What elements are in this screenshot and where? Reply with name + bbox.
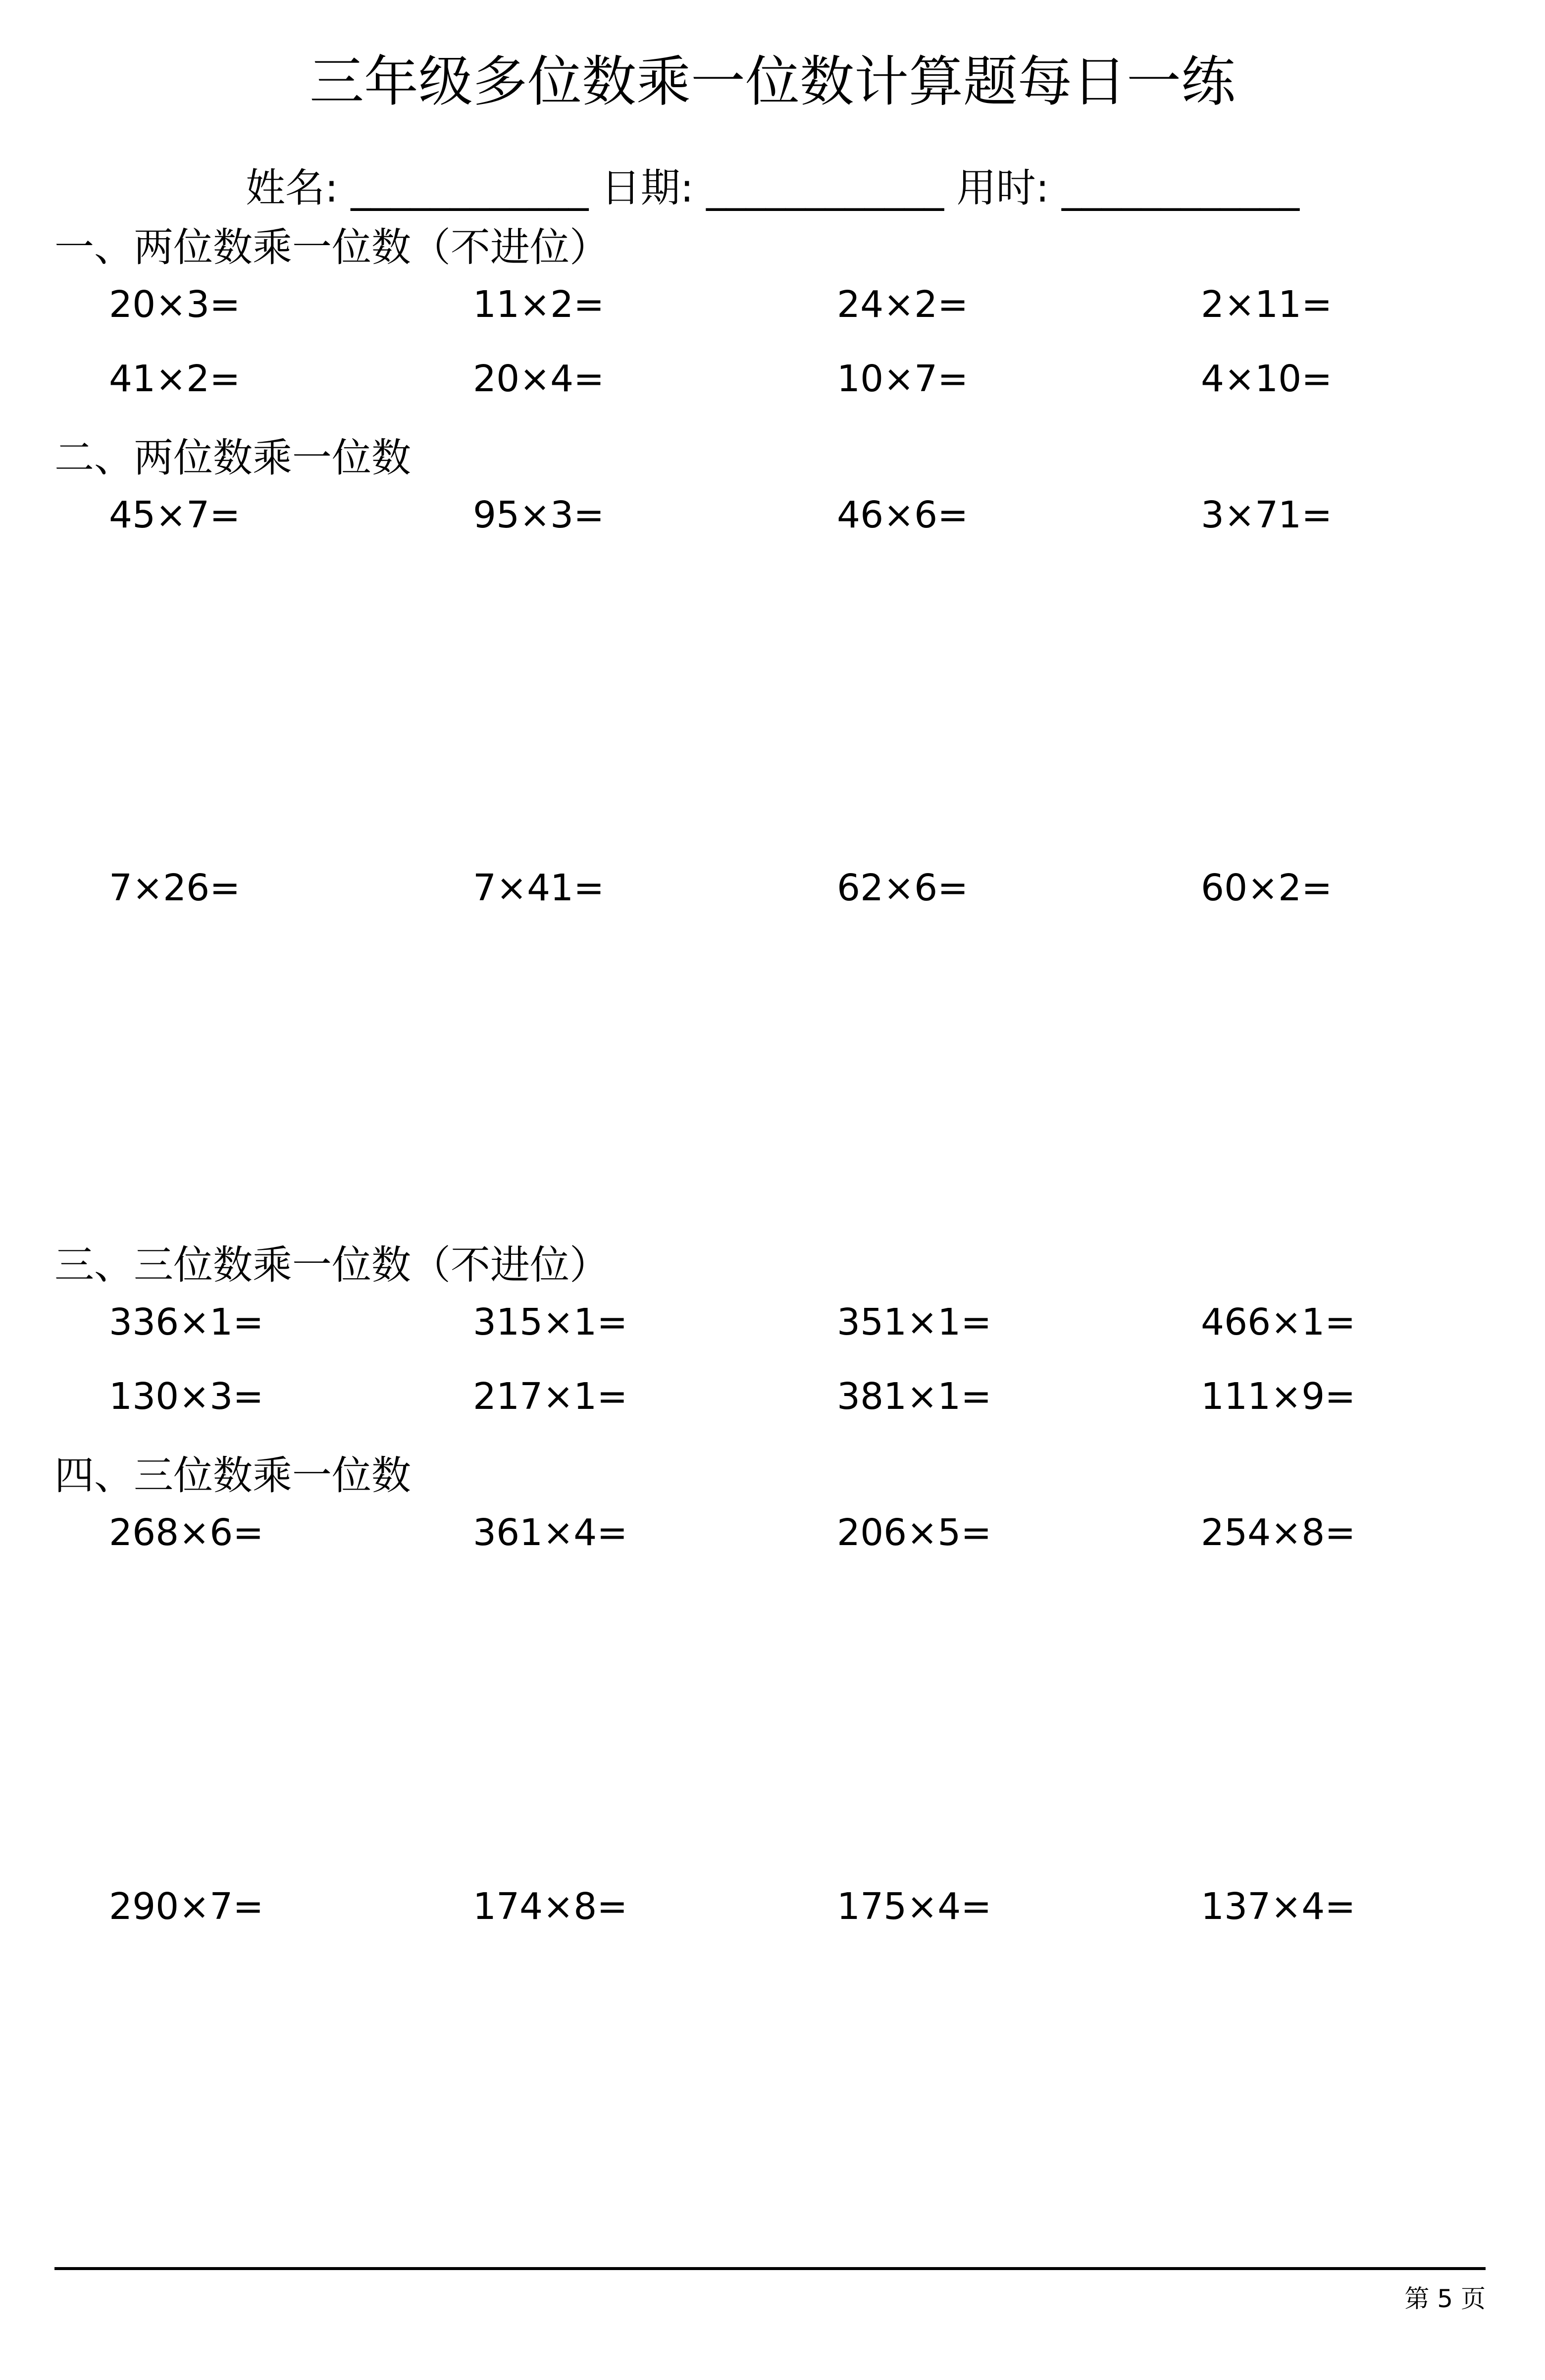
footer-divider [54,2267,1486,2270]
problem: 268×6= [109,1511,264,1554]
problem: 254×8= [1201,1511,1356,1554]
problem: 175×4= [837,1885,992,1928]
problem: 130×3= [109,1375,264,1418]
student-info-line: 姓名: ____________ 日期: ____________ 用时: ____________ [245,165,1299,211]
problem: 206×5= [837,1511,992,1554]
problem: 62×6= [837,867,969,909]
problem: 7×26= [109,867,241,909]
problem: 174×8= [473,1885,628,1928]
problem: 2×11= [1201,283,1333,326]
problem: 351×1= [837,1301,992,1344]
problem: 11×2= [473,283,605,326]
section-heading: 四、三位数乘一位数 [54,1452,411,1499]
problem: 45×7= [109,494,241,536]
section-heading: 一、两位数乘一位数（不进位） [54,224,609,270]
problem: 20×3= [109,283,241,326]
problem: 111×9= [1201,1375,1356,1418]
problem: 24×2= [837,283,969,326]
problem: 20×4= [473,358,605,400]
problem: 336×1= [109,1301,264,1344]
worksheet-title: 三年级多位数乘一位数计算题每日一练 [309,50,1236,113]
section-heading: 三、三位数乘一位数（不进位） [54,1242,609,1288]
problem: 4×10= [1201,358,1333,400]
problem: 10×7= [837,358,969,400]
problem: 60×2= [1201,867,1333,909]
section-heading: 二、两位数乘一位数 [54,435,411,481]
problem: 46×6= [837,494,969,536]
problem: 7×41= [473,867,605,909]
problem: 95×3= [473,494,605,536]
problem: 3×71= [1201,494,1333,536]
problem: 361×4= [473,1511,628,1554]
problem: 315×1= [473,1301,628,1344]
problem: 41×2= [109,358,241,400]
problem: 381×1= [837,1375,992,1418]
problem: 290×7= [109,1885,264,1928]
problem: 137×4= [1201,1885,1356,1928]
page-number: 第 5 页 [1404,2284,1486,2313]
problem: 466×1= [1201,1301,1356,1344]
problem: 217×1= [473,1375,628,1418]
